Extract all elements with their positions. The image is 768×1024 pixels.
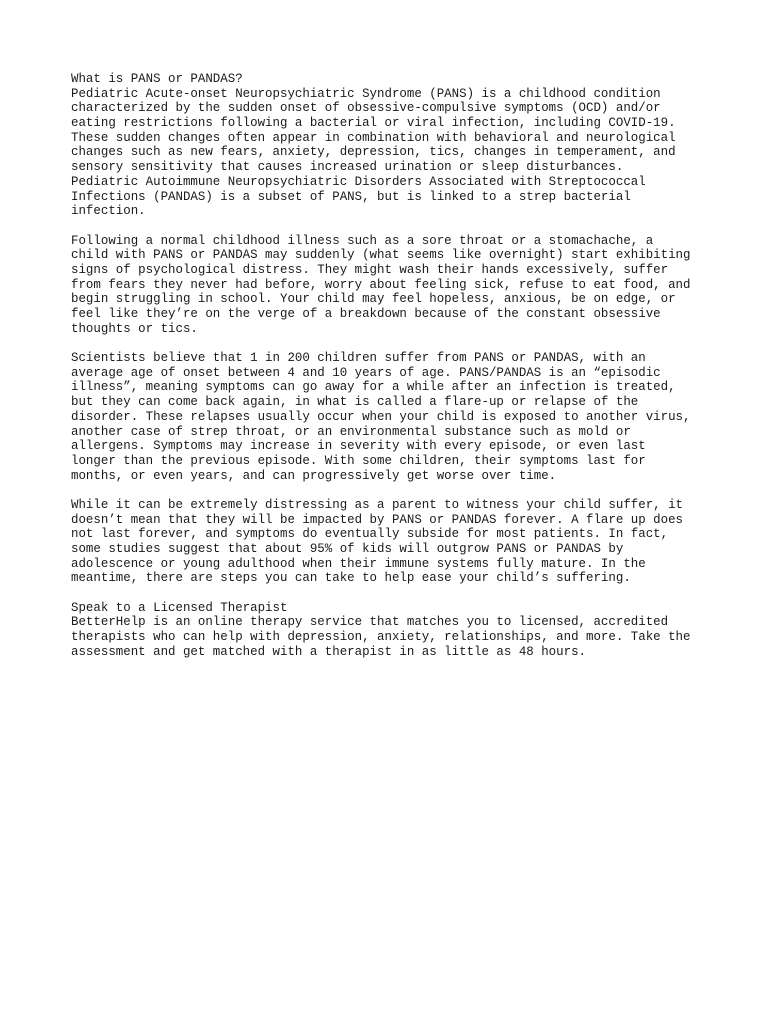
text-line: Pediatric Autoimmune Neuropsychiatric Disorders Associated with Streptococcal: [71, 174, 646, 189]
text-line: While it can be extremely distressing as a parent to witness your child suffer, it: [71, 497, 684, 512]
text-line: but they can come back again, in what is called a flare-up or relapse of the: [71, 395, 639, 410]
text-line: These sudden changes often appear in combination with behavioral and neurological: [71, 130, 676, 145]
text-line: doesn’t mean that they will be impacted by PANS or PANDAS forever. A flare up does: [71, 512, 684, 527]
text-line: child with PANS or PANDAS may suddenly (what seems like overnight) start exhibiting: [71, 248, 691, 263]
text-line: sensory sensitivity that causes increased urination or sleep disturbances.: [71, 160, 624, 175]
text-line: thoughts or tics.: [71, 321, 198, 336]
text-line: disorder. These relapses usually occur when your child is exposed to another virus,: [71, 409, 691, 424]
section-heading: Speak to a Licensed Therapist: [71, 600, 288, 615]
text-line: feel like they’re on the verge of a breakdown because of the constant obsessive: [71, 307, 661, 321]
text-line: from fears they never had before, worry about feeling sick, refuse to eat food, and: [71, 277, 691, 292]
text-line: Scientists believe that 1 in 200 children suffer from PANS or PANDAS, with an: [71, 351, 646, 366]
text-line: some studies suggest that about 95% of kids will outgrow PANS or PANDAS by: [71, 542, 624, 556]
document-page: [71, 72, 731, 660]
paragraph-symptoms: [71, 234, 731, 337]
text-line: changes such as new fears, anxiety, depression, tics, changes in temperament, and: [71, 145, 676, 160]
text-line: infection.: [71, 204, 146, 219]
text-line: characterized by the sudden onset of obsessive-compulsive symptoms (OCD) and/or: [71, 101, 661, 116]
paragraph-outlook: [71, 498, 731, 586]
text-line: allergens. Symptoms may increase in severity with every episode, or even last: [71, 439, 646, 454]
text-line: begin struggling in school. Your child may feel hopeless, anxious, be on edge, or: [71, 292, 676, 307]
text-line: average age of onset between 4 and 10 years of age. PANS/PANDAS is an “episodic: [71, 365, 661, 380]
section-heading: What is PANS or PANDAS?: [71, 72, 243, 86]
text-line: Infections (PANDAS) is a subset of PANS, but is linked to a strep bacterial: [71, 189, 631, 204]
text-line: therapists who can help with depression, anxiety, relationships, and more. Take the: [71, 630, 691, 645]
text-line: another case of strep throat, or an environmental substance such as mold or: [71, 424, 631, 439]
text-line: not last forever, and symptoms do eventually subside for most patients. In fact,: [71, 527, 669, 542]
text-line: illness”, meaning symptoms can go away for a while after an infection is treated,: [71, 380, 676, 395]
text-line: signs of psychological distress. They might wash their hands excessively, suffer: [71, 262, 669, 277]
text-line: longer than the previous episode. With some children, their symptoms last for: [71, 453, 646, 468]
text-line: Pediatric Acute-onset Neuropsychiatric Syndrome (PANS) is a childhood condition: [71, 86, 661, 101]
text-line: Following a normal childhood illness such as a sore throat or a stomachache, a: [71, 233, 654, 248]
paragraph-therapist: [71, 601, 731, 660]
text-line: meantime, there are steps you can take to help ease your child’s suffering.: [71, 571, 631, 586]
paragraph-what-is-pans: [71, 72, 731, 219]
text-line: eating restrictions following a bacterial or viral infection, including COVID-19.: [71, 116, 676, 131]
text-line: BetterHelp is an online therapy service that matches you to licensed, accredited: [71, 615, 669, 630]
text-line: adolescence or young adulthood when their immune systems fully mature. In the: [71, 556, 646, 571]
text-line: assessment and get matched with a therapist in as little as 48 hours.: [71, 644, 586, 659]
text-line: months, or even years, and can progressively get worse over time.: [71, 468, 557, 483]
paragraph-prevalence: [71, 351, 731, 483]
